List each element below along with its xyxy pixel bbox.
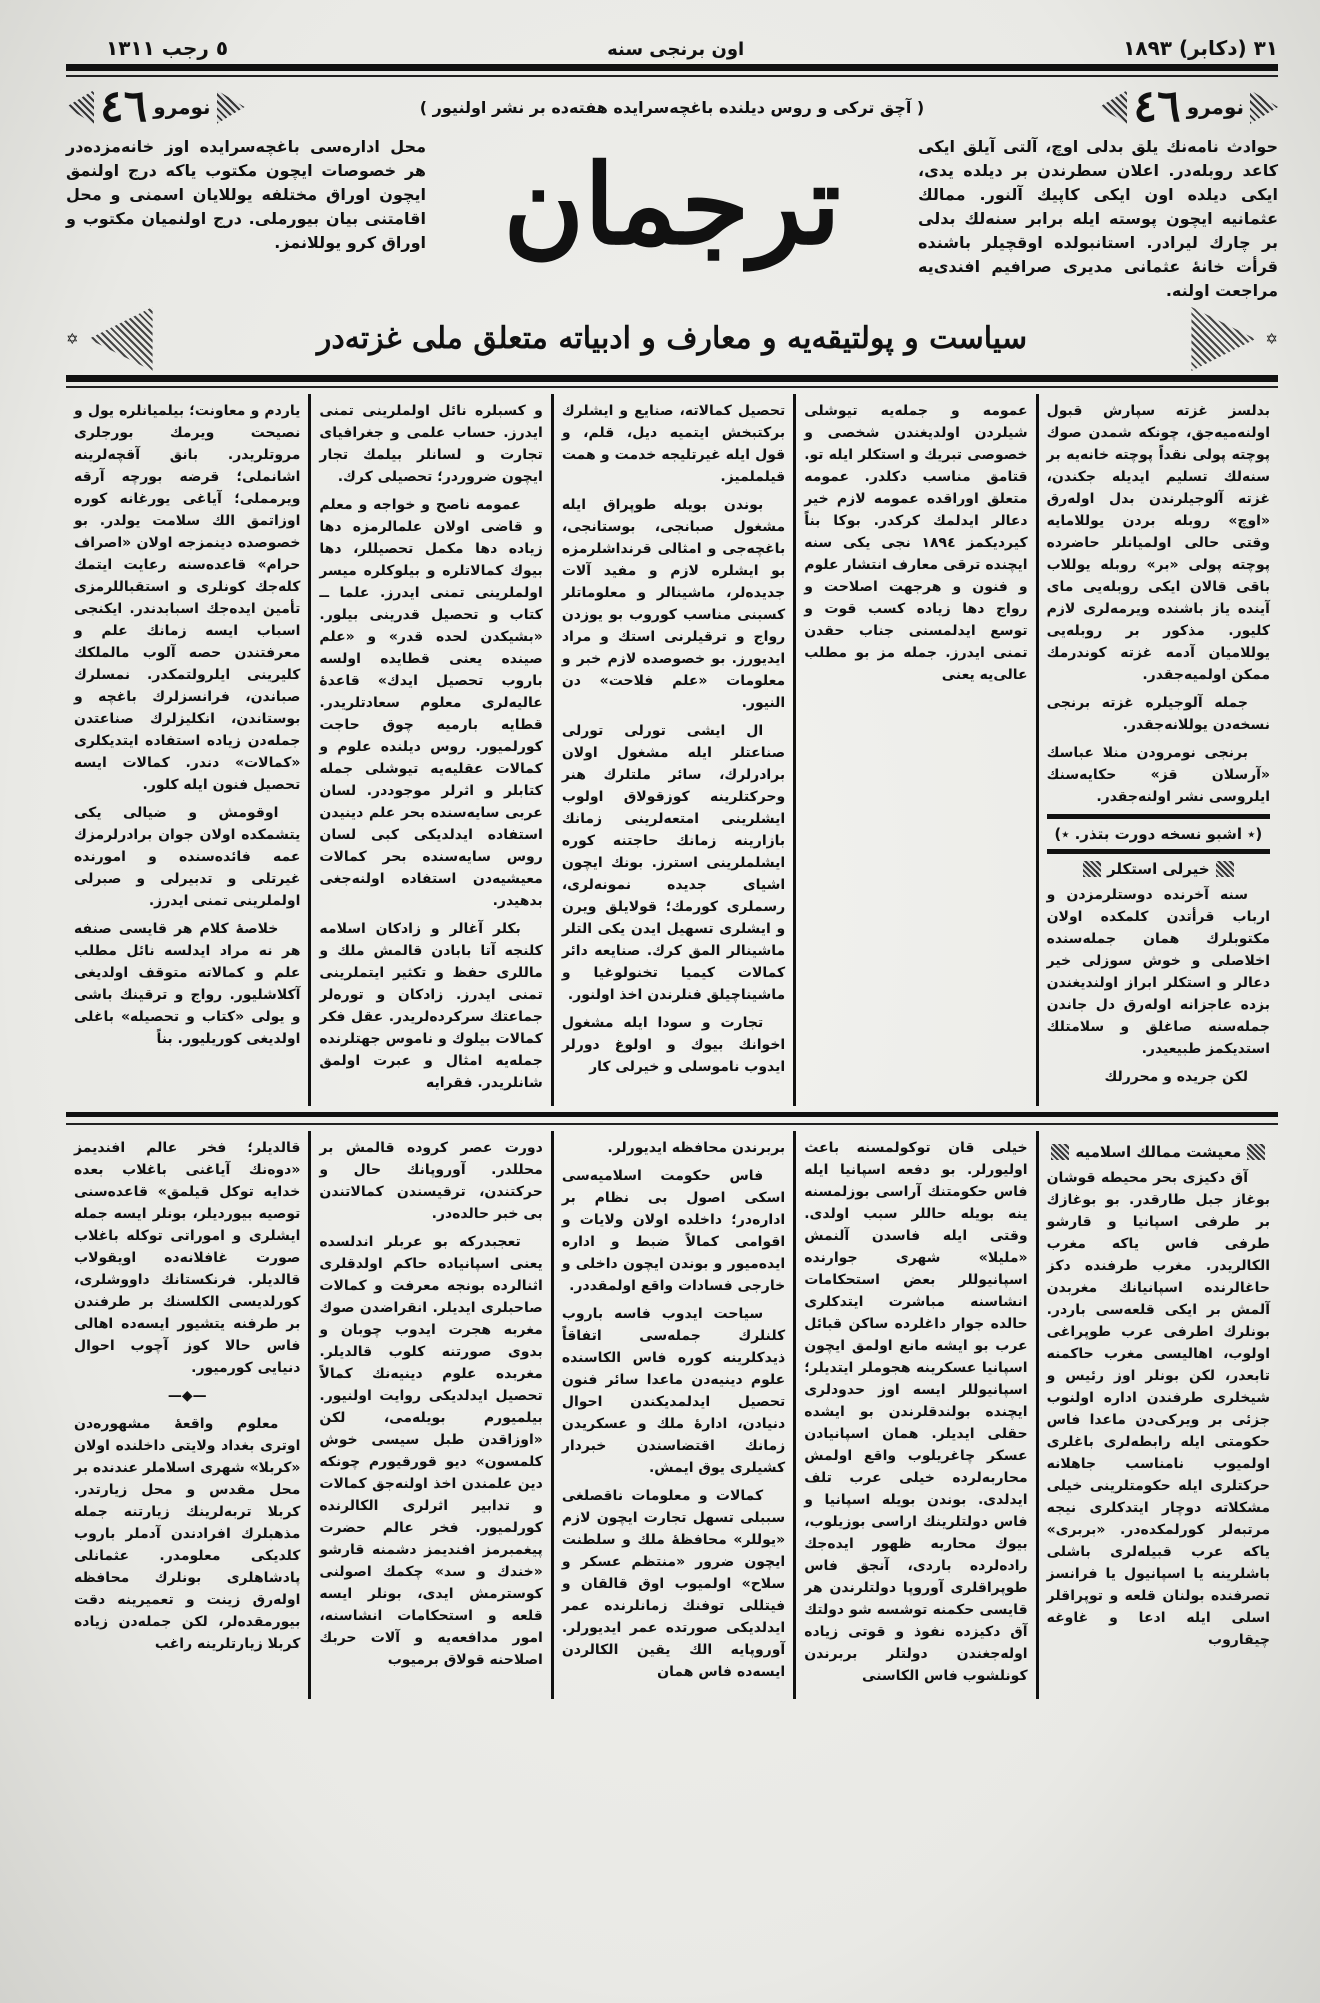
star-icon: ✡: [66, 330, 79, 348]
paragraph: قالدیلر؛ فخر عالم افندیمز «دوه‌نك آیاغنی باغلاب بعده خدایه توكل قیلمق» قاعده‌سنی توصیه بیوردیلر، بونلر ایسه جمله ایشلری و اموراتی توكله باغلاب صورت غافلانه‌ده اویقولاب قالدیلر. فرنكستانك داووشلری، كورلدیسی الكلسنك بر طرفندن بر طرفنه یتشیور ایسه‌ده اهالی فاس حالا كوز آچوب احوال دنیایی كورمیور.: [74, 1140, 301, 1376]
karbala-article: معلوم واقعهٔ مشهوره‌دن اوتری بغداد ولایتی داخلنده اولان «كربلا» شهری اسلاملر عندنده بر محل مقدس و محل زیارتدر. كربلا تربه‌لرینك زیارتنه جمله مذهبلرك افرادندن آدملر باروب كلدیكی معلومدر. عثمانلی پادشاهلری بونلرك محافظه اوله‌رق زینت و تعمیرینه دقت بیورمقده‌لر، لكن جمله‌دن زیاده كربلا زیارتلرینه راغب: [74, 1416, 301, 1652]
paragraph: بوندن بویله طوپراق ایله مشغول صبانجی، بوستانجی، باغچه‌جی و امثالی قرنداشلرمزه بو ایشلره لازم و مفید آلات جدیده‌لر، ماشینالر و معلوماتلر كسبنی مناسب كوروب بو یوزدن رواج و ترقیلرنی استك و مراد ایدیورز. بو خصوصده لازم خبر و معلومات «علم فلاحت» دن النیور.: [561, 497, 786, 711]
section-title: معیشت ممالك اسلامیه: [1075, 1143, 1242, 1161]
section-rule-thin: [66, 1123, 1278, 1125]
ornament-icon: [217, 90, 245, 124]
paragraph: یاردم و معاونت؛ بیلمیانلره یول و نصیحت ویرمك بورجلری مروتلریدر. بانق آقچه‌لرینه اشانملی؛ قرضه بورچه آرقه ویرمملی؛ آیاغی یورغانه كوره اوزاتمق الك سلامت یولدر. بو خصوصده دینمزجه اولان «اصراف حرام» قاعده‌سنه رعایت ایتمك كله‌جك كونلری و استقباللرمزی تأمین ایده‌جك اسبابدندر. ایكنجی اسباب ایسه زمانك علم و معرفتندن حصه آلوب مالملكك كلیرینی ایلرولتمكدر. نمسلرك صباندن، فرانسزلرك باغچه و بوستاندن، انكلیزلرك صناعتدن جمله‌دن زیاده استفاده ایتدیكلری «كمالات» دندر. كمالات ایسه تحصیل فنون ایله كلور.: [74, 403, 301, 793]
morocco-article-part-2: [804, 1137, 1027, 1687]
issue-label: نومرو: [1186, 95, 1244, 119]
office-box: محل اداره‌سی باغچه‌سرایده اوز خانه‌مزده‌در هر خصوصات ایچون مكتوب یاكه درج اولنمق ایچون اوراق مختلفه یوللایان اسمنی و محل اقامتنی بیان بیورملی. درج اولنمیان مكتوب و اوراق كرو یوللانمز.: [66, 137, 426, 252]
paragraph: كمالات و معلومات ناقصلغی سببلی تسهل تجارت ایچون لازم «یوللر» محافظهٔ ملك و سلطنت ایچون ضرور «منتظم عسكر و سلاح» اولمیوب اوق قالقان و فیتللی توفنك زمانلرنده عمر ایدلدیكی صورتده عمر ایدیورلر. آوروپایه الك یقین الكالردن ایسه‌ده فاس همان: [561, 1488, 786, 1680]
paragraph: سیاحت ایدوب فاسه باروب كلنلرك جمله‌سی اتفاقاً ذیدكلرینه كوره فاس الكاسنده علوم دینیه‌دن ماعدا سائر فنون تحصیل ایدلمدیكندن احوال دنیادن، ادارهٔ ملك و عسكریدن زمانك اقتضاسندن خبردار كشیلری یوق ایمش.: [561, 1306, 786, 1476]
paragraph: خلاصهٔ كلام هر قایسی صنفه هر نه مراد ایدلسه نائل مطلب علم و كمالاته متوقف اولدیغی آكلاشلیور. رواج و ترقینك باشی و یولی «كتاب و تحصیله» باغلی اولدیغی كوریلیور. بناً: [74, 921, 301, 1047]
article-column-4: [74, 400, 300, 1050]
masthead: [66, 135, 1278, 303]
ornament-icon: [1083, 861, 1101, 877]
section-heading-islamic-countries: [1047, 1143, 1270, 1161]
ornament-icon: [1250, 90, 1278, 124]
section-heading-greetings: [1047, 860, 1270, 878]
ornament-icon: [1216, 861, 1234, 877]
column-1: [1036, 1131, 1278, 1699]
paragraph: تحصیل كمالاته، صنایع و ایشلرك بركتبخش ایتمیه دیل، قلم، و قول ایله غیرتلیجه خدمت و همت قیلملمیز.: [561, 403, 786, 485]
paragraph: سنه آخرنده دوستلرمزدن و ارباب قرأتدن كلمكده اولان مكتوبلرك همان جمله‌سنده اخلاصلی و خوش سوزلی خیر دعالر و استكلر ابراز اولندیغندن بزده عاجزانه اوله‌رق دل جاندن جمله‌سنه صاغلق و سلامتلك استدیكمز طبیعیدر.: [1046, 887, 1270, 1057]
section-rule: [1047, 814, 1270, 819]
ornament-icon: [1247, 1144, 1265, 1160]
morocco-article-part-1: [1047, 1167, 1270, 1651]
paragraph: آق دكیزی بحر محیطه قوشان بوغاز جبل طارقدر. بو بوغازك بر طرفی اسپانیا و قارشو طرفی فاس یاكه مغرب الكالریدر. مغرب طرفنده دكز حاغالرنده اسپانیانك مغربدن آلمش بر ایكی قلعه‌سی باردر. بونلرك اطرفی عرب طوپراغی اولوب، اهالیسی مغرب حاكمنه تابعدر، لكن بونلر اوز رئیس و شیخلری طرفندن اداره اولنوب جزئی بر ویركی‌دن ماعدا فاس حكومتی ایله رابطه‌لری باغلری اولمیوب نامناسب جاهلانه حركتلری ایله حكومتلرینی خیلی مشكلاته دوچار ایتدكلری نیجه مرتبه‌لر كورلمكده‌در. «بربری» یاكه عرب قبیله‌لری باشلی باشلرینه یا اسپانیول یا فرانسز تصرفنده بولنان قلعه و توپراقلر اسلی ایله ادعا و غاوغه چیقاروب: [1046, 1170, 1270, 1648]
paragraph: بربرندن محافظه ایدیورلر.: [607, 1140, 786, 1156]
upper-columns: [66, 394, 1278, 1106]
lower-columns: [66, 1131, 1278, 1699]
issue-number-left: [66, 83, 245, 131]
paragraph: لكن جریده و محررلك: [1104, 1069, 1248, 1085]
issue-number-right: [1099, 83, 1278, 131]
column-1: [1036, 394, 1278, 1106]
paragraph: و كسبلره نائل اولملرینی تمنی ایدرز. حساب علمی و جغرافیای تجارت و لسانلر بیلمك تجار ایچون ضروردر؛ تحصیلی كرك.: [319, 403, 543, 485]
paragraph: عمومه و جمله‌یه تیوشلی شیلردن اولدیغندن شخصی و خصوصی تبریك و استكلر ایله تو. قتامق مناسب دكلدر. عمومه متعلق اوراقده عمومه لازم خیر دعالر ایدلمك كركدر. بوكا بناً كیردیكمز ١٨٩٤ نجی یكی سنه ایچنده ترقی معارف انتشار علوم و فنون و هرجهت اصلاحت و رواج دها زیاده كسب قوت و توسع ایدلمسنی جناب حقدن تمنی ایدرز. جمله مز بو مطلب عالی‌یه یعنی: [804, 403, 1028, 683]
article-column-2: [562, 400, 785, 1078]
paragraph: عمومه ناصح و خواجه و معلم و قاضی اولان علمالرمزه دها زیاده دها مكمل تحصیللر، دها بیوك كمالاتلره و بیلوكلره میسر اولملرینی تمنی ایدرز. علما ــ كتاب و تحصیل قدرینی بیلور. «بشیكدن لحده قدر» و «علم صینده یعنی قطایده اولسه باروب تحصیل ایدك» قاعدهٔ عالیه‌لری معلوم سعادتلریدر. قطایه بارمیه چوق حاجت كورلمیور. روس دیلنده علوم و كمالات عقلیه‌یه تیوشلی جمله كتابلر و اثرلر موجوددر. لسان عربی سایه‌سنده بحر علم دینیدن استفاده ایدلدیكی كبی لسان روس سایه‌سنده بحر كمالات معیشیه‌دن استفاده اولنه‌جغی بدهیدر.: [319, 497, 543, 909]
gregorian-date: ٣١ (دكابر) ١٨٩٣: [1123, 36, 1278, 60]
section-rule: [66, 1112, 1278, 1117]
new-year-article: [804, 400, 1027, 686]
column-3: [551, 1131, 793, 1699]
section-title: خیرلی استكلر: [1107, 860, 1210, 878]
column-2: [793, 1131, 1035, 1699]
paragraph: تجارت و سودا ایله مشغول اخوانك بیوك و اولوغ دورلر ایدوب ناموسلی و خیرلی كار: [561, 1015, 786, 1075]
subtitle-row: [66, 307, 1278, 371]
column-5: [66, 394, 308, 1106]
paragraph: فاس حكومت اسلامیه‌سی اسكی اصول بی نظام بر اداره‌در؛ داخلده اولان ولایات و اقوامی كمالاً ضبط و اداره ایده‌میور و بوندن ایچون داخلی و خارجی فسادات واقع اولمقددر.: [561, 1168, 786, 1294]
issue-number: ٤٦: [1133, 81, 1181, 132]
issue-row: [66, 83, 1278, 131]
ornament-icon: [1099, 90, 1127, 124]
paragraph: برنجی نومرودن منلا عباسك «آرسلان قز» حكایه‌سنك ایلروسی نشر اولنه‌جقدر.: [1046, 745, 1270, 805]
copy-count-notice: (٭ اشبو نسخه دورت بتذر. ٭): [1054, 825, 1263, 843]
column-4: [308, 394, 550, 1106]
section-rule: [1047, 849, 1270, 854]
issue-number: ٤٦: [100, 81, 148, 132]
paragraph: خیلی قان توكولمسنه باعث اولیورلر. بو دفعه اسپانیا ایله فاس حكومتنك آراسی بوزلمسنه ینه بویله حاللر سبب اولدی. وقتی ایله فاسدن آلنمش «ملیلا» شهری جوارنده اسپانیوللر بعض استحكامات انشاسنه مباشرت ایتدكلری حالده جوار داغلرده ساكن قبائل عرب بو ایشه مانع اولمق ایچون اسپانیا عسكرینه هجوملر ایتدیلر؛ اسپانیوللر ایسه اوز حدودلری ایچنده بولندقلرندن بو ایشده حقلی ایدیلر. همان اسپانیادن عسكر چاغریلوب واقع اولمش محاربه‌لرده خیلی عرب تلف ایدلدی. بوندن بویله اسپانیا و فاس دولتلرینك اراسی بوزیلوب، بیوك محاربه ظهور ایده‌جك راده‌لرده باردی، آنجق فاس طوپراقلری آوروپا دولتلرندن هر قایسی حكمنه توشسه شو دولتك آق دكیزده نفوذ و قوتی زیاده اوله‌جغندن دولتلر بربرندن كونلشوب فاس الكاسنی: [804, 1140, 1028, 1684]
paragraph: اوقومش و ضیالی یكی یتشمكده اولان جوان برادرلرمزك عمه فائده‌سنده و امورنده غیرتلی و تدبیرلی و صبرلی اولملرینی تمنی ایدرز.: [74, 805, 301, 909]
masthead-title: ترجمان: [503, 140, 841, 269]
masthead-rule-thick: [66, 375, 1278, 382]
year-label: اون برنجی سنه: [607, 39, 745, 60]
header-rule-thin: [66, 75, 1278, 77]
paragraph: تعجبدركه بو عربلر اندلسده یعنی اسپانیاده حاكم اولدقلری اثنالرده بونجه معرفت و كمالات صاحبلری ایدیلر. انقراضدن صوك مغربه هجرت ایدوب چوبان و بدوی صورتنه كلوب قالدیلر. مغربده علوم دینیه‌نك كمالاً تحصیل ایدلدیكی روایت اولنیور. بیلمیورم بویله‌می، لكن «اوزاقدن طبل سیسی خوش كلمسون» دیو قورقیورم چونكه دین علمندن اخذ اولنه‌جق كمالات و تدابیر اثرلری الكالرنده كورلمیور. فخر عالم حضرت پیغمبرمز افندیمز دشمنه قارشو «خندك و سد» چكمك اصولنی كوسترمش ایدی، بونلر ایسه قلعه و استحكامات انشاسنه، امور مدافعه‌یه و آلات حربك اصلاحنه قولاق برمیوب: [319, 1234, 543, 1668]
column-2: [793, 394, 1035, 1106]
masthead-rule-thin: [66, 386, 1278, 388]
star-icon: ✡: [1265, 330, 1278, 348]
diamond-divider-icon: —◆—: [167, 1388, 207, 1404]
morocco-article-part-4: [319, 1137, 542, 1671]
morocco-article-part-5: [74, 1137, 300, 1655]
masthead-subtitle: سیاست و پولتیقه‌یه و معارف و ادبیاته متعلق ملی غزته‌در: [316, 321, 1028, 356]
title-wrap: [444, 135, 900, 275]
hijri-date: ٥ رجب ١٣١١: [106, 36, 229, 60]
ornament-icon: [89, 307, 153, 371]
paragraph: دورت عصر كروده قالمش بر محللدر. آوروپانك حال و حركتندن، ترقیسندن كمالاتندن بی خبر حالده‌در.: [319, 1140, 543, 1222]
column-4: [308, 1131, 550, 1699]
paragraph: بدلسز غزته سپارش قبول اولنه‌میه‌جق، چونكه شمدن صوك پوچته پولی نقداً پوچته خانه‌یه بر سنه‌لك تسلیم ایدیله جكندن، غزته آلوجیلرندن بدل اوله‌رق «اوچ» روبله بردن یوللامایه وقتی حالی اولمیانلر حاضرده پوچته پولی «بر» روبله یوللاب باقی قالان ایكی روبله‌یی مای آینده یاز باشنده ویرمه‌لری لازم كلیور. مذكور بر روبله‌یی یوللامیان آدمه غزته كوندرمك ممكن اولمیه‌جقدر.: [1046, 403, 1270, 683]
dateline: [66, 36, 1278, 60]
article-column-3: [319, 400, 542, 1094]
ornament-icon: [66, 90, 94, 124]
issue-label: نومرو: [153, 95, 211, 119]
ornament-icon: [1051, 1144, 1069, 1160]
paragraph: جمله آلوجیلره غزته برنجی نسخه‌دن یوللانه‌جقدر.: [1046, 695, 1270, 733]
header-rule-thick: [66, 64, 1278, 71]
ornament-icon: [1191, 307, 1255, 371]
subscription-notice-article: [1047, 400, 1270, 808]
paragraph: ال ایشی تورلی تورلی صناعتلر ایله مشغول اولان برادرلرك، سائر ملتلرك هنر وحركتلرینه كوزقولاق اولوب ایشلرینی امتعه‌لرینی زمانك بازارینه زمانك حاجتنه كوره ایشلملرینی استرز. بونك ایچون اشیای جدیده نمونه‌لری، رسملری كورمك؛ قولایلق ویرن و ایشلری تسهیل ایدن یكی التلر ماشینالر المق كرك. صنایعه دائر كمالات كیمیا تخنولوغیا و ماشیناچیلق فنلرندن اخذ اولنور.: [561, 723, 786, 1003]
tagline: ( آچق تركی و روس دیلنده باغچه‌سرایده هفته‌ده بر نشر اولنیور ): [419, 97, 925, 117]
subscription-box: حوادث نامه‌نك یلق بدلی اوچ، آلتی آیلق ایكی كاعد روبله‌در. اعلان سطرندن بر دیلده یدی، ایكی دیلده اون ایكی كاپیك آلنور. ممالك عثمانیه ایچون پوسته ایله برابر سنه‌لك بدلی بر چارك لیرادر. استانبولده اوقچیلر باشنده قرأت خانهٔ عثمانی مدیری صرافیم افندی‌یه مراجعت اولنه.: [918, 137, 1278, 300]
column-5: [66, 1131, 308, 1699]
column-3: [551, 394, 793, 1106]
paragraph: بكلر آغالر و زادكان اسلامه كلنجه آتا بابادن قالمش ملك و ماللری حفظ و تكثیر ایتملرینی تمنی ایدرز. زادكان و توره‌لر جماعتك سركرده‌لریدر. عقل فكر كمالات بیلوك و ناموس جهتلرنده جمله‌یه امثال و عبرت اولمق شانلریدر. فقرایه: [319, 921, 543, 1091]
greetings-article: [1047, 884, 1270, 1088]
morocco-article-part-3: [562, 1137, 785, 1683]
